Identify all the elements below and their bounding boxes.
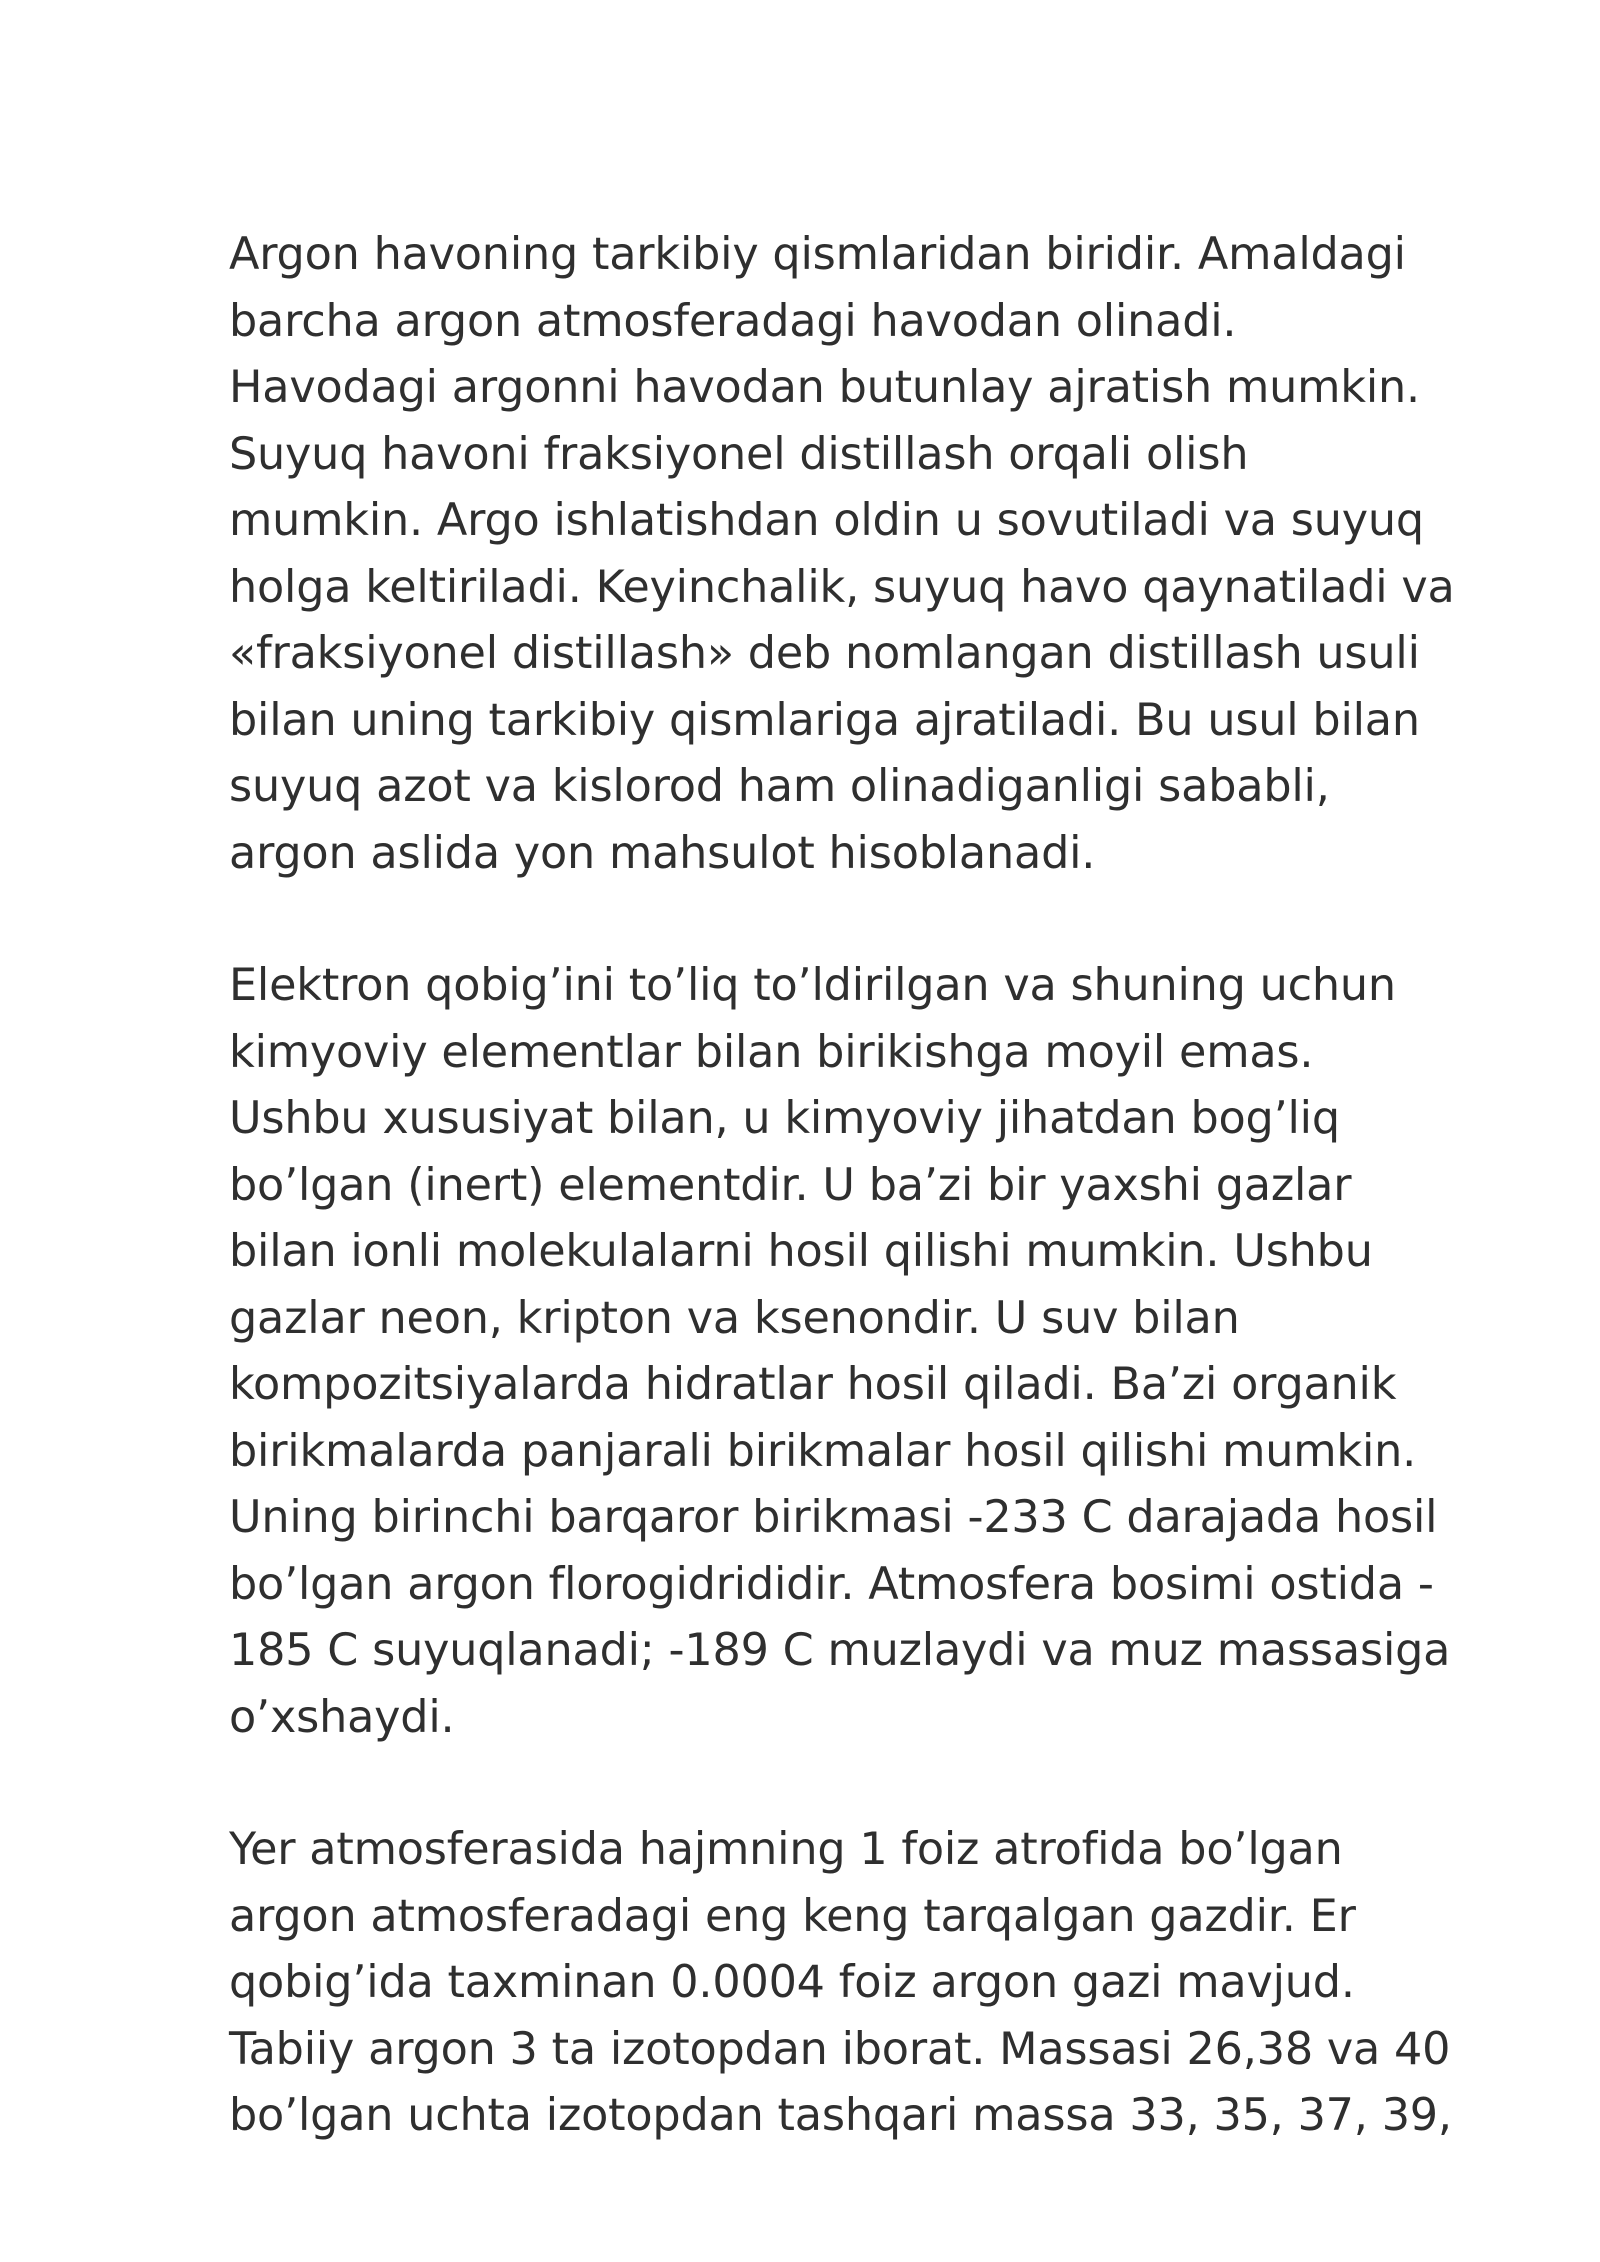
text-line: kompozitsiyalarda hidratlar hosil qiladi. Ba’zi organik	[229, 1359, 1397, 1410]
text-line: qobig’ida taxminan 0.0004 foiz argon gazi mavjud.	[229, 1957, 1355, 2008]
text-line: Uning birinchi barqaror birikmasi -233 C darajada hosil	[229, 1492, 1438, 1543]
text-line: suyuq azot va kislorod ham olinadiganligi sababli,	[229, 761, 1330, 812]
text-line: holga keltiriladi. Keyinchalik, suyuq havo qaynatiladi va	[229, 561, 1455, 613]
text-line: Havodagi argonni havodan butunlay ajratish mumkin.	[229, 362, 1420, 413]
paragraph-argon-properties	[229, 953, 1499, 1751]
text-line: argon aslida yon mahsulot hisoblanadi.	[229, 827, 1096, 879]
text-line: Tabiiy argon 3 ta izotopdan iborat. Massasi 26,38 va 40	[229, 2023, 1451, 2075]
text-line: birikmalarda panjarali birikmalar hosil qilishi mumkin.	[229, 1425, 1417, 1477]
text-line: gazlar neon, kripton va ksenondir. U suv bilan	[229, 1292, 1240, 1344]
text-line: bilan uning tarkibiy qismlariga ajratiladi. Bu usul bilan	[229, 694, 1420, 746]
text-line: kimyoviy elementlar bilan birikishga moyil emas.	[229, 1026, 1314, 1078]
paragraph-argon-production	[229, 222, 1499, 887]
text-line: «fraksiyonel distillash» deb nomlangan distillash usuli	[229, 628, 1420, 679]
text-line: Ushbu xususiyat bilan, u kimyoviy jihatdan bog’liq	[229, 1093, 1340, 1144]
text-line: argon atmosferadagi eng keng tarqalgan gazdir. Er	[229, 1890, 1356, 1942]
text-line: Yer atmosferasida hajmning 1 foiz atrofida bo’lgan	[229, 1824, 1343, 1875]
paragraph-argon-abundance	[229, 1817, 1499, 2150]
text-line: bo’lgan argon florogidrididir. Atmosfera bosimi ostida -	[229, 1558, 1434, 1610]
text-line: Argon havoning tarkibiy qismlaridan biridir. Amaldagi	[229, 229, 1406, 280]
text-line: bo’lgan uchta izotopdan tashqari massa 33, 35, 37, 39,	[229, 2090, 1452, 2141]
text-line: bilan ionli molekulalarni hosil qilishi mumkin. Ushbu	[229, 1226, 1373, 1277]
text-line: o’xshaydi.	[229, 1691, 455, 1743]
text-line: bo’lgan (inert) elementdir. U ba’zi bir yaxshi gazlar	[229, 1159, 1352, 1211]
text-line: Elektron qobig’ini to’liq to’ldirilgan va shuning uchun	[229, 960, 1396, 1011]
text-line: 185 C suyuqlanadi; -189 C muzlaydi va muz massasiga	[229, 1625, 1451, 1676]
text-line: Suyuq havoni fraksiyonel distillash orqali olish	[229, 428, 1249, 480]
text-line: mumkin. Argo ishlatishdan oldin u sovutiladi va suyuq	[229, 495, 1424, 546]
document-body	[229, 222, 1499, 2150]
text-line: barcha argon atmosferadagi havodan olinadi.	[229, 295, 1237, 347]
